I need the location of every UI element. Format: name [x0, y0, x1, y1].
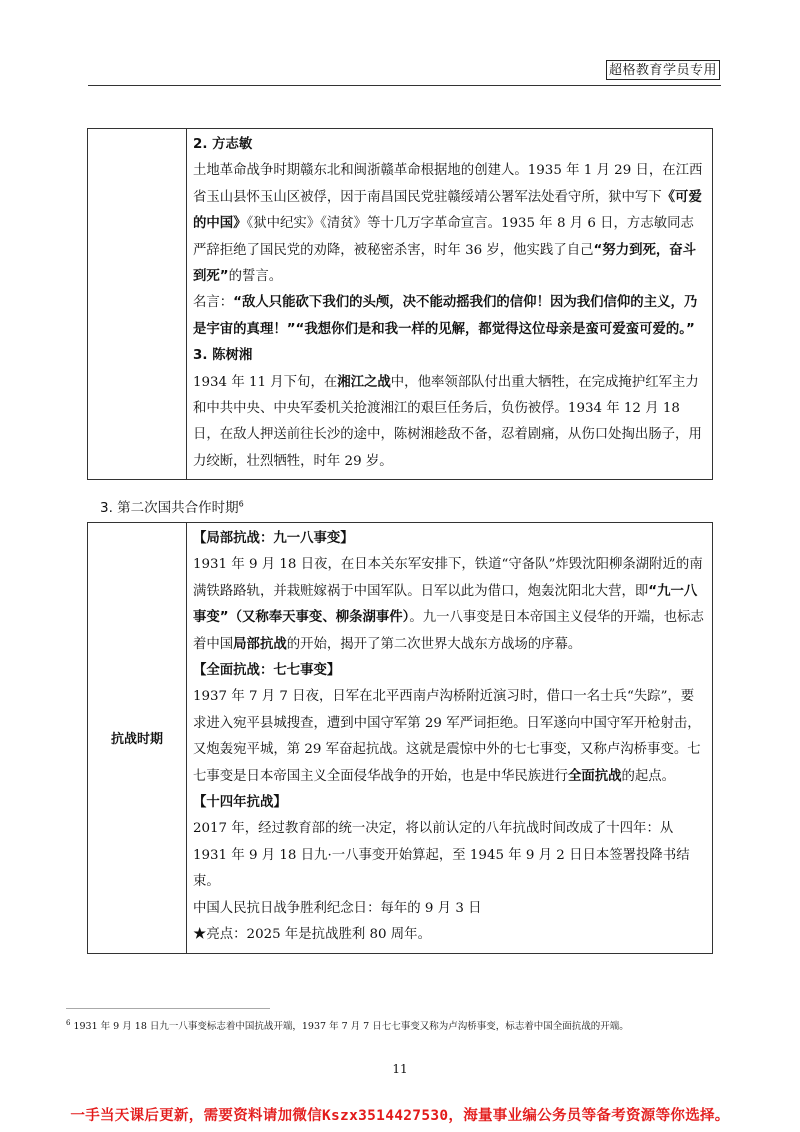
paragraph-77: 1937 年 7 月 7 日夜，日军在北平西南卢沟桥附近演习时，借口一名士兵“失踪”，要求进入宛平县城搜查，遭到中国守军第 29 军严词拒绝。日军遂向中国守军开枪射击，又炮轰宛平城，第 29 军奋起抗战。这就是震惊中外的七七事变，又称卢沟桥事变。七七事变是日本帝国主义全面侵华战争的开始，也是中华民族进行全面抗战的起点。	[193, 689, 701, 784]
section-title: 3. 第二次国共合作时期$^6$	[100, 499, 244, 516]
paragraph-highlight: ★亮点：2025 年是抗战胜利 80 周年。	[193, 927, 431, 943]
war-content-cell	[187, 523, 713, 954]
heading-full-war: 【全面抗战：七七事变】	[193, 663, 341, 679]
paragraph-918: 1931 年 9 月 18 日夜，在日本关东军安排下，铁道“守备队”炸毁沈阳柳条湖附近的南满铁路路轨，并栽赃嫁祸于中国军队。日军以此为借口，炮轰沈阳北大营，即“九一八事变”（又称奉天事变、柳条湖事件）。九一八事变是日本帝国主义侵华的开端，也标志着中国局部抗战的开始，揭开了第二次世界大战东方战场的序幕。	[193, 557, 704, 652]
fang-zhimin-quote: 名言：“敌人只能砍下我们的头颅，决不能动摇我们的信仰！因为我们信仰的主义，乃是宇宙的真理！”“我想你们是和我一样的见解，都觉得这位母亲是蛮可爱蛮可爱的。”	[193, 295, 698, 337]
paragraph-victory-day: 中国人民抗日战争胜利纪念日：每年的 9 月 3 日	[193, 900, 482, 916]
table-left-cell	[88, 129, 187, 480]
table-content-cell	[187, 129, 713, 480]
footnote: $^6$ 1931 年 9 月 18 日九一八事变标志着中国抗战开端，1937 年 7 月 7 日七七事变又称为卢沟桥事变，标志着中国全面抗战的开端。	[66, 1018, 629, 1032]
footnote-rule	[66, 1008, 270, 1009]
page-number: 11	[392, 1062, 408, 1076]
promo-banner: 一手当天课后更新，需要资料请加微信Kszx3514427530，海量事业编公务员等备考资源等你选择。	[70, 1108, 730, 1124]
chen-shuxiang-bio: 1934 年 11 月下旬，在湘江之战中，他率领部队付出重大牺牲，在完成掩护红军主力和中共中央、中央军委机关抢渡湘江的艰巨任务后，负伤被俘。1934 年 12 月 18 日，在敌人押送前往长沙的途中，陈树湘趁敌不备，忍着剧痛，从伤口处掏出肠子，用力绞断，壮烈牺牲，时年 29 岁。	[193, 374, 702, 469]
heading-local-war: 【局部抗战：九一八事变】	[193, 531, 354, 546]
period-label: 抗战时期	[88, 523, 187, 954]
paragraph-14-years: 2017 年，经过教育部的统一决定，将以前认定的八年抗战时间改成了十四年：从 1931 年 9 月 18 日九·一八事变开始算起，至 1945 年 9 月 2 日日本签署投降书结束。	[193, 821, 690, 890]
item-heading-chen-shuxiang: 3. 陈树湘	[193, 348, 253, 364]
header-rule	[88, 85, 721, 86]
heading-14-years: 【十四年抗战】	[193, 795, 287, 811]
martyrs-table	[87, 128, 713, 480]
fang-zhimin-bio: 土地革命战争时期赣东北和闽浙赣革命根据地的创建人。1935 年 1 月 29 日，在江西省玉山县怀玉山区被俘，因于南昌国民党驻赣绥靖公署军法处看守所，狱中写下《可爱的中国》《狱中纪实》《清贫》等十几万字革命宣言。1935 年 8 月 6 日，方志敏同志严辞拒绝了国民党的劝降，被秘密杀害，时年 36 岁，他实践了自己“努力到死，奋斗到死”的誓言。	[193, 163, 703, 285]
footnote-ref[interactable]: 6	[238, 499, 244, 509]
item-heading-fang-zhimin: 2. 方志敏	[193, 137, 253, 152]
watermark-stamp: 超格教育学员专用	[606, 60, 720, 80]
war-period-table	[87, 522, 713, 954]
